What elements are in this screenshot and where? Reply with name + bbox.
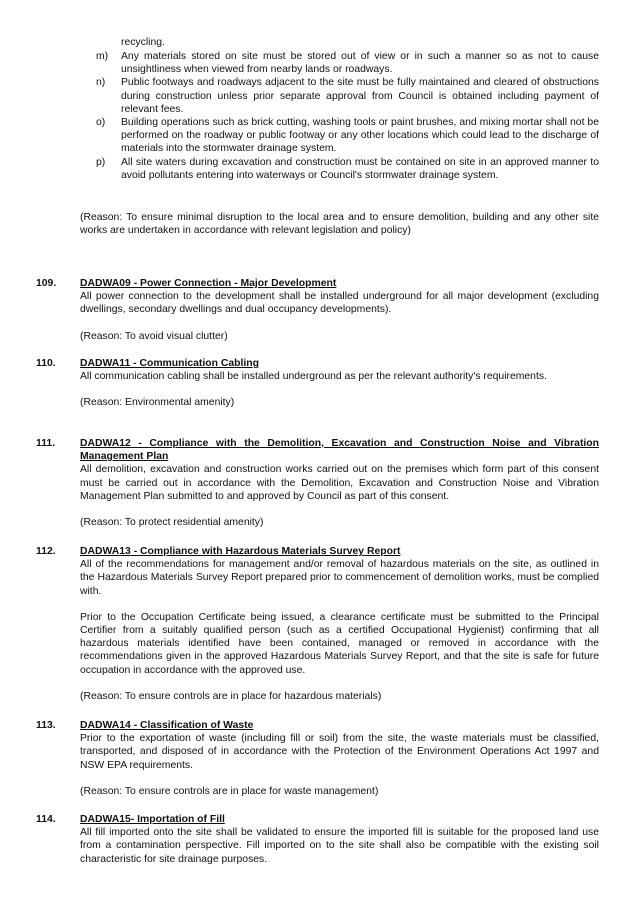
sub-item-letter: n) bbox=[96, 77, 106, 89]
condition-111 bbox=[36, 437, 599, 529]
reason-text: (Reason: To ensure controls are in place for waste management) bbox=[80, 785, 379, 797]
condition-number: 114. bbox=[36, 814, 56, 825]
sub-item-text: Public footways and roadways adjacent to the site must be fully maintained and cleared of obstructions during construction unless prior separate approval from Council is obtained including payment of relevant fees. bbox=[121, 77, 599, 115]
continued-text: recycling. bbox=[121, 37, 165, 48]
condition-number: 111. bbox=[36, 438, 56, 449]
sub-item-n bbox=[96, 76, 599, 116]
condition-114 bbox=[36, 813, 599, 866]
condition-title: DADWA13 - Compliance with Hazardous Materials Survey Report bbox=[80, 546, 401, 557]
condition-paragraph: Prior to the exportation of waste (including fill or soil) from the site, the waste materials must be classified, transported, and disposed of in accordance with the Protection of the Environment Operations Act 1997 and NSW EPA requirements. bbox=[80, 733, 599, 771]
reason-text: (Reason: To avoid visual clutter) bbox=[80, 330, 228, 342]
condition-paragraph: All fill imported onto the site shall be validated to ensure the imported fill is suitable for the proposed land use from a contamination perspective. Fill imported on to the site shall also be compatible with the existing soil characteristic for site drainage purposes. bbox=[80, 827, 599, 865]
sub-item-letter: m) bbox=[96, 51, 109, 62]
reason-text: (Reason: To protect residential amenity) bbox=[80, 517, 264, 529]
condition-paragraph: All of the recommendations for management and/or removal of hazardous materials on the site, as outlined in the Hazardous Materials Survey Report prepared prior to commencement of demolition works, must be complied with. bbox=[80, 559, 599, 597]
condition-112 bbox=[36, 545, 599, 703]
sub-item-m bbox=[96, 50, 599, 76]
condition-109 bbox=[36, 277, 599, 343]
reason-text: (Reason: Environmental amenity) bbox=[80, 397, 235, 409]
sub-condition-list bbox=[96, 50, 599, 182]
sub-item-p bbox=[96, 156, 599, 182]
sub-item-text: Any materials stored on site must be stored out of view or in such a manner so as not to cause unsightliness when viewed from nearby lands or roadways. bbox=[121, 51, 599, 76]
condition-title: DADWA15- Importation of Fill bbox=[80, 814, 225, 825]
condition-number: 113. bbox=[36, 720, 56, 731]
condition-paragraph: All communication cabling shall be installed underground as per the relevant authority's requirements. bbox=[80, 371, 547, 383]
condition-number: 110. bbox=[36, 358, 56, 369]
sub-item-text: Building operations such as brick cutting, washing tools or paint brushes, and mixing mortar shall not be performed on the roadway or public footway or any other locations which could lead to the discharge of materials into the stormwater drainage system. bbox=[121, 117, 599, 155]
condition-number: 112. bbox=[36, 546, 56, 557]
condition-paragraph: Prior to the Occupation Certificate being issued, a clearance certificate must be submitted to the Principal Certifier from a suitably qualified person (such as a certified Occupational Hygienist) confirming that all hazardous materials identified have been contained, managed or removed in accordance with the recommendations given in the approved Hazardous Materials Survey Report, and that the site is safe for future occupation in accordance with the approved use. bbox=[80, 611, 599, 676]
condition-paragraph: All demolition, excavation and construction works carried out on the premises which form part of this consent must be carried out in accordance with the Demolition, Excavation and Construction Noise and Vibration Management Plan submitted to and approved by Council as part of this consent. bbox=[80, 464, 599, 502]
condition-110 bbox=[36, 357, 599, 410]
sub-item-text: All site waters during excavation and construction must be contained on site in an approved manner to avoid pollutants entering into waterways or Council's stormwater drainage system. bbox=[121, 156, 599, 181]
sub-item-o bbox=[96, 116, 599, 156]
reason-text: (Reason: To ensure minimal disruption to the local area and to ensure demolition, building and any other site works are undertaken in accordance with relevant legislation and policy) bbox=[80, 212, 599, 237]
sub-item-letter: o) bbox=[96, 117, 106, 129]
condition-number: 109. bbox=[36, 278, 57, 289]
condition-title: DADWA12 - Compliance with the Demolition, Excavation and Construction Noise and Vibration Management Plan bbox=[80, 438, 599, 463]
condition-paragraph: All power connection to the development shall be installed underground for all major development (excluding dwellings, secondary dwellings and dual occupancy developments). bbox=[80, 291, 599, 316]
reason-text: (Reason: To ensure controls are in place for hazardous materials) bbox=[80, 690, 382, 702]
condition-title: DADWA11 - Communication Cabling bbox=[80, 358, 259, 369]
condition-113 bbox=[36, 719, 599, 798]
condition-title: DADWA14 - Classification of Waste bbox=[80, 720, 254, 731]
sub-item-letter: p) bbox=[96, 156, 106, 168]
condition-title: DADWA09 - Power Connection - Major Development bbox=[80, 278, 337, 289]
